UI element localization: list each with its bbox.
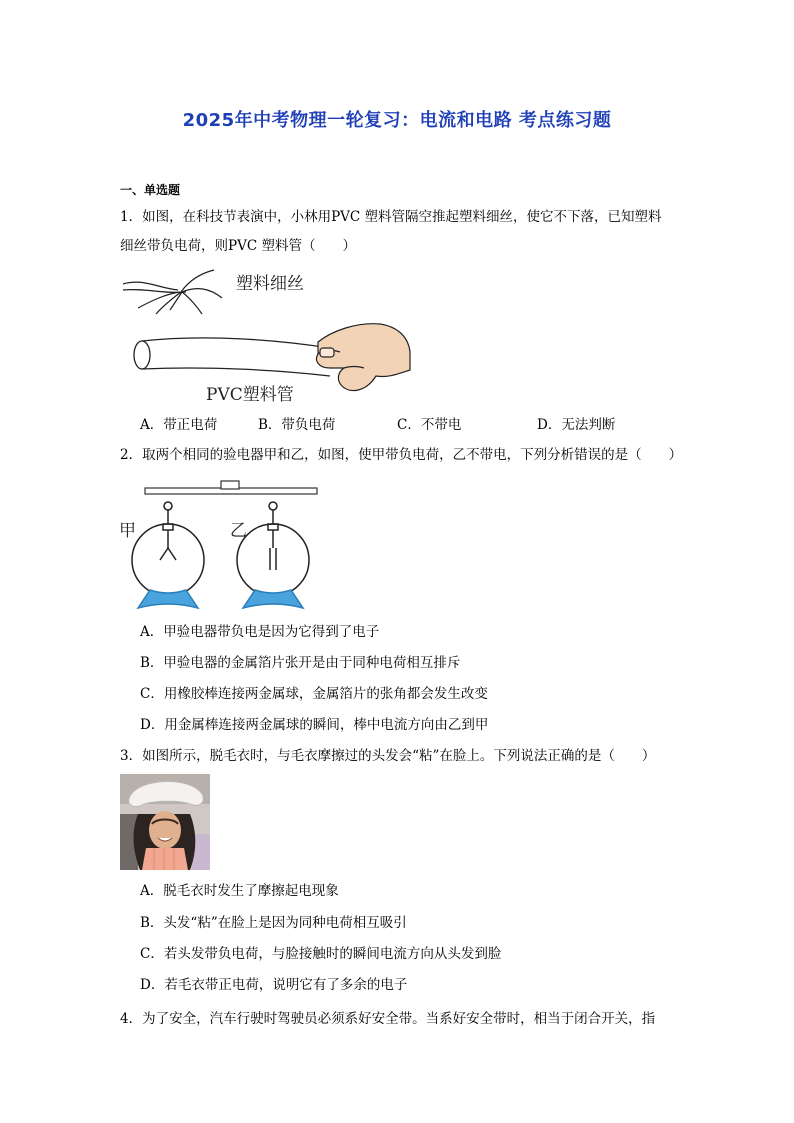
question-2-option-d: D．用金属棒连接两金属球的瞬间，棒中电流方向由乙到甲 (140, 717, 489, 733)
electroscope-a (132, 502, 204, 608)
electroscope-a-label: 甲 (119, 521, 136, 541)
question-1-option-d: D．无法判断 (537, 417, 616, 433)
question-3-option-d: D．若毛衣带正电荷，说明它有了多余的电子 (140, 977, 408, 993)
question-2-figure (118, 478, 323, 610)
question-4-text-line-1: 4．为了安全，汽车行驶时驾驶员必须系好安全带。当系好安全带时，相当于闭合开关，指 (120, 1011, 656, 1027)
question-1-option-a: A．带正电荷 (140, 417, 218, 433)
question-1-option-c: C．不带电 (397, 417, 462, 433)
question-2-option-b: B．甲验电器的金属箔片张开是由于同种电荷相互排斥 (140, 655, 461, 671)
question-1-text-line-2: 细丝带负电荷，则PVC 塑料管（ ） (120, 238, 356, 254)
question-2-option-c: C．用橡胶棒连接两金属球，金属箔片的张角都会发生改变 (140, 686, 488, 702)
electroscope-b-label: 乙 (230, 521, 247, 541)
hand-drawing (317, 324, 411, 391)
strands-label: 塑料细丝 (236, 274, 304, 294)
question-3-option-a: A．脱毛衣时发生了摩擦起电现象 (140, 883, 339, 899)
electroscope-b (237, 502, 309, 608)
question-2-option-a: A．甲验电器带负电是因为它得到了电子 (140, 624, 380, 640)
plastic-strands-drawing (123, 270, 222, 314)
question-3-text-line-1: 3．如图所示，脱毛衣时，与毛衣摩擦过的头发会“粘”在脸上。下列说法正确的是（ ） (120, 748, 656, 764)
sweater-hair-photo (120, 774, 210, 870)
tube-label: PVC塑料管 (206, 385, 294, 405)
question-1-figure (118, 262, 418, 408)
question-3-option-c: C．若头发带负电荷，与脸接触时的瞬间电流方向从头发到脸 (140, 946, 502, 962)
page-title: 2025年中考物理一轮复习：电流和电路 考点练习题 (182, 110, 612, 131)
question-1-text-line-1: 1．如图，在科技节表演中，小林用PVC 塑料管隔空推起塑料细丝，使它不下落，已知塑料 (120, 209, 662, 225)
question-3-option-b: B．头发“粘”在脸上是因为同种电荷相互吸引 (140, 915, 407, 931)
question-1-option-b: B．带负电荷 (258, 417, 336, 433)
pvc-tube-drawing (134, 338, 330, 376)
connecting-rod (145, 481, 317, 494)
question-2-text-line-1: 2．取两个相同的验电器甲和乙，如图，使甲带负电荷，乙不带电，下列分析错误的是（ ） (120, 447, 683, 463)
section-heading: 一、单选题 (120, 183, 181, 197)
